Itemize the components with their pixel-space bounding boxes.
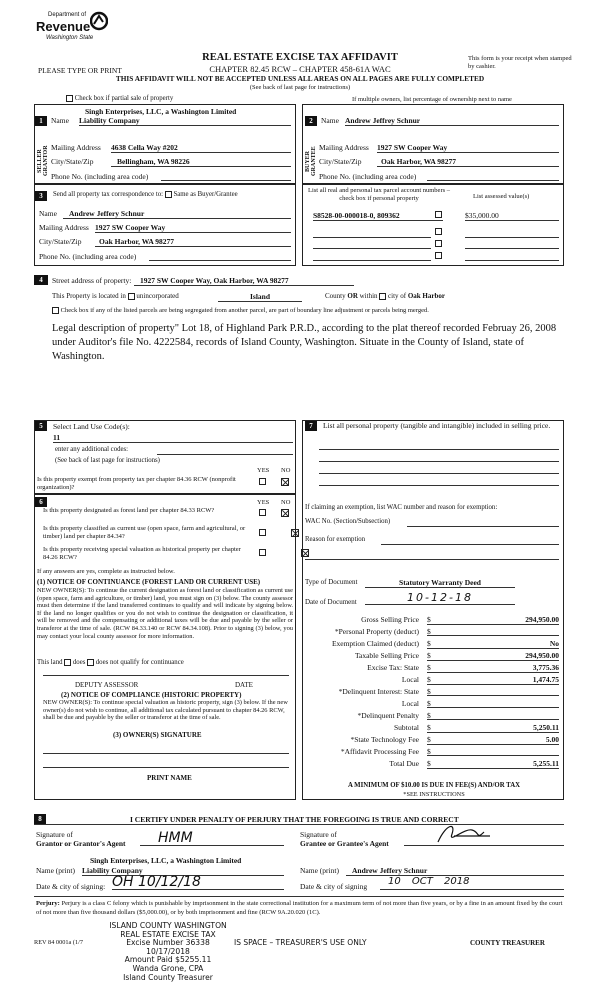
section-4-num: 4 (34, 275, 48, 285)
fee-row: *Personal Property (deduct) $ (303, 627, 565, 639)
owner-sig-line[interactable] (43, 753, 289, 754)
notice1-title: (1) NOTICE OF CONTINUANCE (FOREST LAND OR CURRENT USE) (37, 578, 261, 586)
fee-row: Total Due $ 5,255.11 (389, 759, 559, 768)
multiple-owners: If multiple owners, list percentage of ownership next to name (352, 96, 512, 103)
grantee-signature[interactable] (404, 830, 564, 846)
corr-phone-line[interactable] (149, 252, 291, 261)
seller-name-line2: Liability Company (79, 116, 291, 126)
personal-line-2[interactable] (319, 461, 559, 462)
current-use-yes-checkbox[interactable] (259, 529, 266, 536)
parcel-line-2[interactable] (313, 230, 431, 238)
correspondence-label: Send all property tax correspondence to: Same as Buyer/Grantee (53, 191, 238, 199)
grantee-date-label: Date & city of signing (300, 882, 368, 891)
exempt-yes-checkbox[interactable] (259, 478, 266, 485)
forest-no-checkbox[interactable] (281, 509, 289, 517)
treasurer-stamp: ISLAND COUNTY WASHINGTON REAL ESTATE EXCISE TAX Excise Number 36338 10/17/2018 Amount Paid $5255.11 Wanda Grone, CPA Island County Treasurer (109, 921, 227, 982)
fee-row: Gross Selling Price $ 294,950.00 (361, 615, 559, 624)
street-address: 1927 SW Cooper Way, Oak Harbor, WA 98277 (134, 276, 354, 286)
grantor-name-line2: Liability Company (82, 866, 284, 876)
section-8-num: 8 (34, 814, 46, 824)
notice1-body: NEW OWNER(S): To continue the current designation as forest land or classification as current use (open space, farm and agriculture, or timber) land, you must sign on (3) below. The county assessor must then determine if the land transferred continues to qualify and will indicate by signing below. If the land no longer qualifies or you do not wish to continue the designation or classification, it will be removed and the compensating or additional taxes will be due and payable by the seller or transferor at the time of sale. (RCW 84.33.140 or RCW 84.34.108). Prior to signing (3) below, you may contact your local county assessor for more information. (37, 587, 293, 640)
seller-grantor-label: SELLER GRANTOR (37, 145, 49, 177)
fee-row: Local $ (303, 699, 565, 711)
section-2-num: 2 (305, 116, 317, 126)
buyer-grantee-label: BUYER GRANTEE (305, 146, 317, 176)
seller-addr: 4638 Cella Way #202 (111, 143, 291, 153)
section-6-num: 6 (35, 497, 47, 507)
grantor-name-label: Name (print) (36, 866, 75, 875)
print-name-label: PRINT NAME (147, 774, 192, 782)
current-use-no-checkbox[interactable] (291, 529, 299, 537)
section-6 (34, 494, 296, 800)
fee-row: *Affidavit Processing Fee $ (303, 747, 565, 759)
parcel-personal-checkbox-1[interactable] (435, 211, 442, 218)
fee-row: Taxable Selling Price $ 294,950.00 (354, 651, 559, 660)
segregated-checkbox[interactable] (52, 307, 59, 314)
doc-date: 10-12-18 (365, 591, 515, 605)
seller-name-label: Name (51, 116, 69, 125)
personal-line-3[interactable] (319, 473, 559, 474)
fee-row: Subtotal $ 5,250.11 (393, 723, 559, 732)
dept-small: Department of (48, 12, 87, 18)
assessed-header: List assessed value(s) (473, 193, 530, 200)
personal-line-1[interactable] (319, 449, 559, 450)
legal-description: Legal description of property" Lot 18, of Highland Park P.R.D., according to the plat thereof recorded Februay 26, 2008 under Auditor's file No. 4222584, records of Island County, Washington. Situate in the County of Island, state of Washington. (52, 323, 557, 362)
treasurer-space: IS SPACE – TREASURER'S USE ONLY (234, 938, 367, 947)
partial-sale: Check box if partial sale of property (66, 95, 173, 102)
buyer-city: Oak Harbor, WA 98277 (377, 157, 559, 167)
if-yes-note: If any answers are yes, complete as instructed below. (37, 568, 175, 575)
parcel-personal-checkbox-3[interactable] (435, 240, 442, 247)
land-use-label: Select Land Use Code(s): (53, 422, 130, 431)
dor-swoosh-icon (90, 10, 108, 32)
parcel-line-4[interactable] (313, 253, 431, 261)
buyer-addr: 1927 SW Cooper Way (377, 143, 559, 153)
fee-table (303, 615, 565, 771)
see-back-instructions: (See back of last page for instructions) (55, 457, 160, 464)
corr-addr: 1927 SW Cooper Way (95, 223, 291, 233)
grantor-sig-label: Signature of Grantor or Grantor's Agent (36, 830, 126, 848)
no-header-6: NO (281, 499, 291, 506)
dor-logo (36, 10, 106, 50)
fee-row: *State Technology Fee $ 5.00 (350, 735, 559, 744)
dept-big: Revenue (36, 19, 91, 34)
reason-line-2[interactable] (305, 559, 559, 560)
assessed-line-2[interactable] (465, 230, 559, 238)
seller-phone-line[interactable] (161, 172, 291, 181)
section-5 (34, 420, 296, 494)
notice2-title: (2) NOTICE OF COMPLIANCE (HISTORIC PROPERTY) (61, 691, 242, 699)
grantee-name: Andrew Jeffery Schnur (346, 866, 564, 876)
parcel-header: List all real and personal tax parcel account numbers – check box if personal property (307, 187, 451, 202)
corr-city-label: City/State/Zip (39, 237, 82, 246)
seller-city-label: City/State/Zip (51, 157, 94, 166)
warning: THIS AFFIDAVIT WILL NOT BE ACCEPTED UNLESS ALL AREAS ON ALL PAGES ARE FULLY COMPLETED (115, 74, 485, 83)
q-historic: Is this property receiving special valuation as historical property per chapter 84.26 RCW? (43, 546, 241, 561)
yes-header-6: YES (257, 499, 270, 506)
county-or: County OR within city of Oak Harbor (325, 292, 445, 300)
section-3 (34, 184, 296, 266)
buyer-name: Andrew Jeffrey Schnur (345, 116, 559, 126)
located-in: This Property is located in unincorporated (52, 292, 179, 300)
corr-addr-label: Mailing Address (39, 223, 89, 232)
parcel-personal-checkbox-4[interactable] (435, 252, 442, 259)
deputy-sig-line[interactable] (43, 675, 289, 676)
historic-yes-checkbox[interactable] (259, 549, 266, 556)
grantor-signature[interactable]: HMM (140, 830, 284, 846)
dept-state: Washington State (46, 35, 94, 41)
doc-type-label: Type of Document (305, 578, 358, 586)
rev-number: REV 84 0001a (1/7 (34, 939, 84, 946)
section-5-num: 5 (35, 421, 47, 431)
form-title: REAL ESTATE EXCISE TAX AFFIDAVIT (202, 52, 398, 63)
perjury: Perjury: Perjury is a class C felony which is punishable by imprisonment in the state correctional institution for a maximum term of not more than five years, or by a fine in an amount fixed by the court of not more than five thousand dollars ($5,000.00), or by both imprisonment and fine (RCW 9A.20.020 (1C). (36, 900, 563, 916)
street-label: Street address of property: (52, 276, 132, 285)
county-treasurer: COUNTY TREASURER (470, 939, 545, 947)
buyer-addr-label: Mailing Address (319, 143, 369, 152)
same-as-buyer-checkbox[interactable] (165, 191, 172, 198)
seller-phone-label: Phone No. (including area code) (51, 172, 149, 181)
no-header-5: NO (281, 467, 291, 474)
forest-yes-checkbox[interactable] (259, 509, 266, 516)
yes-header-5: YES (257, 467, 270, 474)
buyer-name-label: Name (321, 116, 339, 125)
minimum-due: A MINIMUM OF $10.00 IS DUE IN FEE(S) AND/OR TAX (347, 782, 521, 789)
grantor-date[interactable]: OH 10/12/18 (112, 874, 284, 890)
section-7 (302, 420, 564, 800)
unincorporated-checkbox[interactable] (128, 293, 135, 300)
fee-row: *Delinquent Interest: State $ (303, 687, 565, 699)
grantee-sig-label: Signature of Grantee or Grantee's Agent (300, 830, 389, 848)
parcel-number: S8528-00-000018-0, 809362 (313, 211, 443, 221)
exempt-question: Is this property exempt from property tax per chapter 84.36 RCW (nonprofit organization)? (37, 476, 236, 491)
does-checkbox[interactable] (64, 659, 71, 666)
corr-city: Oak Harbor, WA 98277 (95, 237, 291, 247)
buyer-city-label: City/State/Zip (319, 157, 362, 166)
wac-label: WAC No. (Section/Subsection) (305, 518, 391, 525)
segregated-note: Check box if any of the listed parcels are being segregated from another parcel, are part of boundary line adjustment or parcels being merged. (52, 307, 429, 314)
fee-row: Local $ 1,474.75 (401, 675, 559, 684)
see-back: (See back of last page for instructions) (249, 84, 351, 91)
fee-row: Exemption Claimed (deduct) $ No (331, 639, 559, 648)
perjury-rule-top (34, 896, 564, 897)
grantor-name-line1: Singh Enterprises, LLC, a Washington Limited (90, 856, 242, 865)
buyer-phone-line[interactable] (427, 172, 559, 181)
reason-line-1[interactable] (381, 544, 559, 545)
q-forest: Is this property designated as forest land per chapter 84.33 RCW? (43, 507, 215, 514)
parcel-line-3[interactable] (313, 241, 431, 249)
see-instructions: *SEE INSTRUCTIONS (403, 791, 465, 798)
owner-sig-label: (3) OWNER(S) SIGNATURE (113, 731, 202, 739)
doc-type: Statutory Warranty Deed (365, 578, 515, 588)
print-name-line[interactable] (43, 767, 289, 768)
grantee-name-label: Name (print) (300, 866, 339, 875)
assessed-value: $35,000.00 (465, 211, 559, 221)
exempt-no-checkbox[interactable] (281, 478, 289, 486)
parcel-personal-checkbox-2[interactable] (435, 228, 442, 235)
grantee-date[interactable]: 10 OCT 2018 (380, 876, 564, 890)
fee-row: Excise Tax: State $ 3,775.36 (367, 663, 559, 672)
additional-codes-line[interactable] (157, 446, 293, 455)
section-2 (302, 104, 564, 184)
exemption-label: If claiming an exemption, list WAC number and reason for exemption: (305, 504, 498, 511)
doc-date-label: Date of Document (305, 598, 357, 606)
receipt-note: This form is your receipt when stamped by cashier. (468, 55, 572, 70)
deputy-label: DEPUTY ASSESSOR (75, 681, 139, 689)
this-land: This land does does not qualify for continuance (37, 659, 184, 667)
notice2-body: NEW OWNER(S): To continue special valuation as historic property, sign (3) below. If the new owner(s) do not wish to continue, all additional tax calculated pursuant to chapter 84.26 RCW, shall be due and payable by the seller or transferor at the time of sale. (43, 699, 288, 722)
grantee-signature-scribble-icon (434, 820, 494, 848)
fee-row: *Delinquent Penalty $ (303, 711, 565, 723)
form-chapter: CHAPTER 82.45 RCW – CHAPTER 458-61A WAC (209, 64, 391, 74)
grantor-date-label: Date & city of signing: (36, 882, 106, 891)
certify: I CERTIFY UNDER PENALTY OF PERJURY THAT THE FOREGOING IS TRUE AND CORRECT (130, 815, 459, 824)
section-1-num: 1 (35, 116, 47, 126)
date-label: DATE (235, 681, 253, 689)
seller-addr-label: Mailing Address (51, 143, 101, 152)
seller-city: Bellingham, WA 98226 (111, 157, 291, 167)
assessed-line-3[interactable] (465, 241, 559, 249)
assessed-line-4[interactable] (465, 253, 559, 261)
corr-name: Andrew Jeffery Schnur (63, 209, 291, 219)
personal-property-label: List all personal property (tangible and intangible) included in selling price. (323, 421, 551, 430)
land-use-code: 11 (53, 433, 293, 443)
section-7-num: 7 (305, 421, 317, 431)
please-type: PLEASE TYPE OR PRINT (38, 66, 122, 75)
parcel-box (302, 184, 564, 266)
partial-sale-checkbox[interactable] (66, 95, 73, 102)
seller-name-line1: Singh Enterprises, LLC, a Washington Limited (85, 107, 237, 116)
section-1 (34, 104, 296, 184)
section-3-num: 3 (35, 191, 47, 201)
corr-phone-label: Phone No. (including area code) (39, 252, 137, 261)
buyer-phone-label: Phone No. (including area code) (319, 172, 417, 181)
wac-line[interactable] (407, 526, 559, 527)
does-not-checkbox[interactable] (87, 659, 94, 666)
reason-label: Reason for exemption (305, 536, 366, 543)
corr-name-label: Name (39, 209, 57, 218)
personal-line-4[interactable] (319, 485, 559, 486)
city-of-checkbox[interactable] (379, 293, 386, 300)
additional-codes-label: enter any additional codes: (55, 446, 129, 453)
county-name: Island (218, 292, 302, 302)
q-current-use: Is this property classified as current use (open space, farm and agricultural, or timber) land per chapter 84.34? (43, 525, 246, 540)
